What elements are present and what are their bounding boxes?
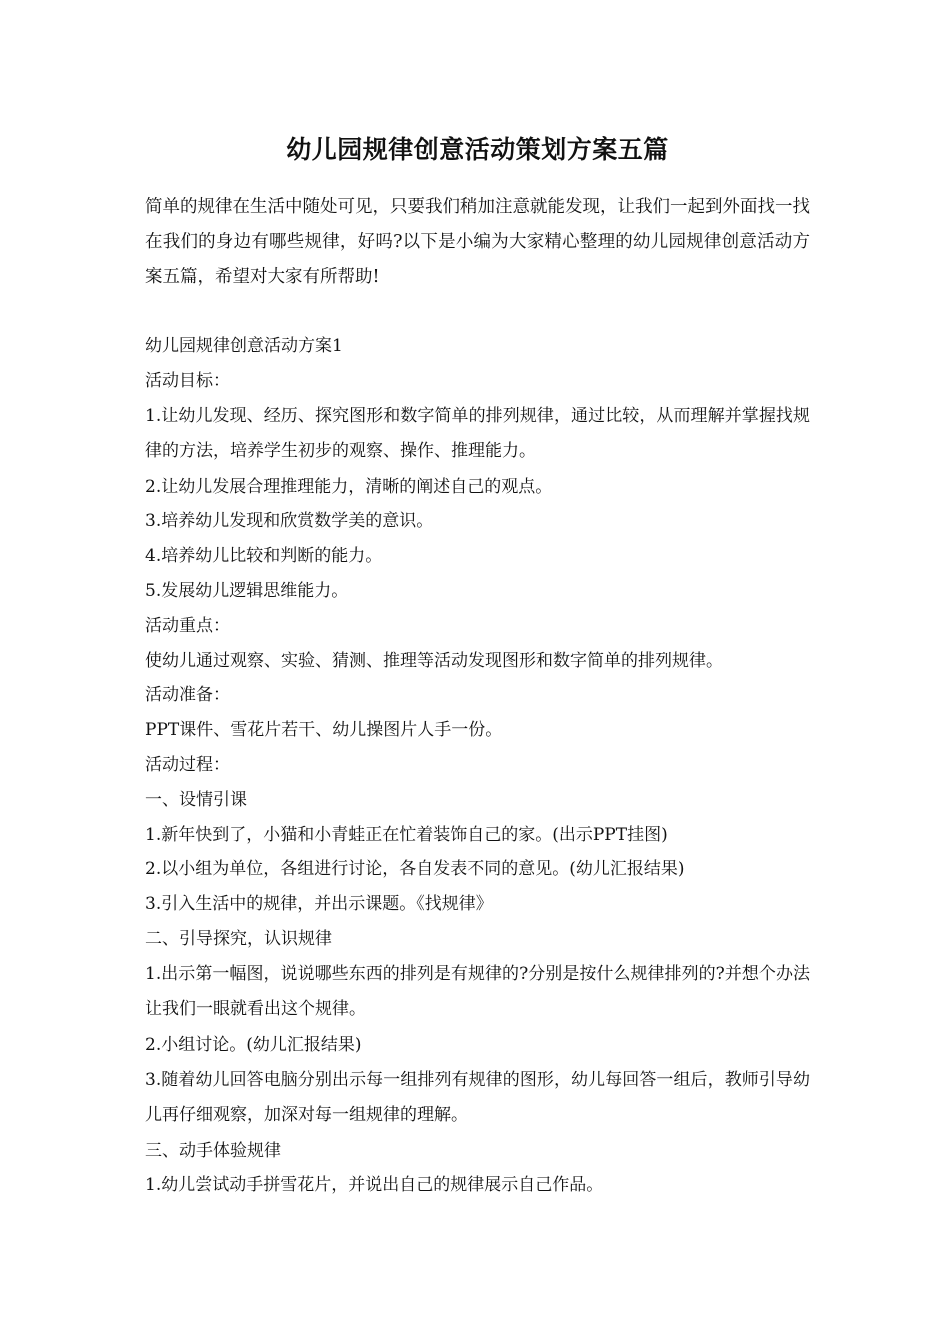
paragraph: 2.让幼儿发展合理推理能力，清晰的阐述自己的观点。 [145, 476, 553, 497]
subheading-preparation: 活动准备： [145, 685, 230, 706]
paragraph: 3.随着幼儿回答电脑分别出示每一组排列有规律的图形，幼儿每回答一组后，教师引导幼儿再仔细观察，加深对每一组规律的理解。 [145, 1069, 810, 1126]
paragraph: 5.发展幼儿逻辑思维能力。 [145, 580, 349, 601]
document-title: 幼儿园规律创意活动策划方案五篇 [286, 135, 669, 164]
paragraph: 2.小组讨论。(幼儿汇报结果) [145, 1034, 362, 1055]
paragraph: 使幼儿通过观察、实验、猜测、推理等活动发现图形和数字简单的排列规律。 [145, 650, 723, 671]
paragraph: 1.让幼儿发现、经历、探究图形和数字简单的排列规律，通过比较，从而理解并掌握找规律的方法，培养学生初步的观察、操作、推理能力。 [145, 405, 810, 462]
paragraph: 1.新年快到了，小猫和小青蛙正在忙着装饰自己的家。(出示PPT挂图) [145, 824, 668, 845]
subheading-process: 活动过程： [145, 754, 230, 775]
subheading-goals: 活动目标： [145, 370, 230, 391]
step-heading: 一、设情引课 [145, 789, 247, 810]
paragraph: 1.出示第一幅图，说说哪些东西的排列是有规律的?分别是按什么规律排列的?并想个办法让我们一眼就看出这个规律。 [145, 963, 810, 1020]
section-heading: 幼儿园规律创意活动方案1 [145, 336, 343, 356]
paragraph: 4.培养幼儿比较和判断的能力。 [145, 546, 383, 567]
document-body [145, 329, 810, 1203]
step-heading: 三、动手体验规律 [145, 1140, 281, 1161]
paragraph: 3.引入生活中的规律，并出示课题。《找规律》 [145, 894, 493, 915]
paragraph: 3.培养幼儿发现和欣赏数学美的意识。 [145, 511, 434, 532]
step-heading: 二、引导探究，认识规律 [145, 928, 332, 949]
intro-paragraph: 简单的规律在生活中随处可见，只要我们稍加注意就能发现，让我们一起到外面找一找在我们的身边有哪些规律，好吗?以下是小编为大家精心整理的幼儿园规律创意活动方案五篇，希望对大家有所帮助! [145, 197, 810, 287]
paragraph: PPT课件、雪花片若干、幼儿操图片人手一份。 [145, 720, 503, 741]
document-page [145, 130, 810, 1203]
subheading-focus: 活动重点： [145, 615, 230, 636]
paragraph: 2.以小组为单位，各组进行讨论，各自发表不同的意见。(幼儿汇报结果) [145, 859, 685, 880]
paragraph: 1.幼儿尝试动手拼雪花片，并说出自己的规律展示自己作品。 [145, 1175, 604, 1196]
